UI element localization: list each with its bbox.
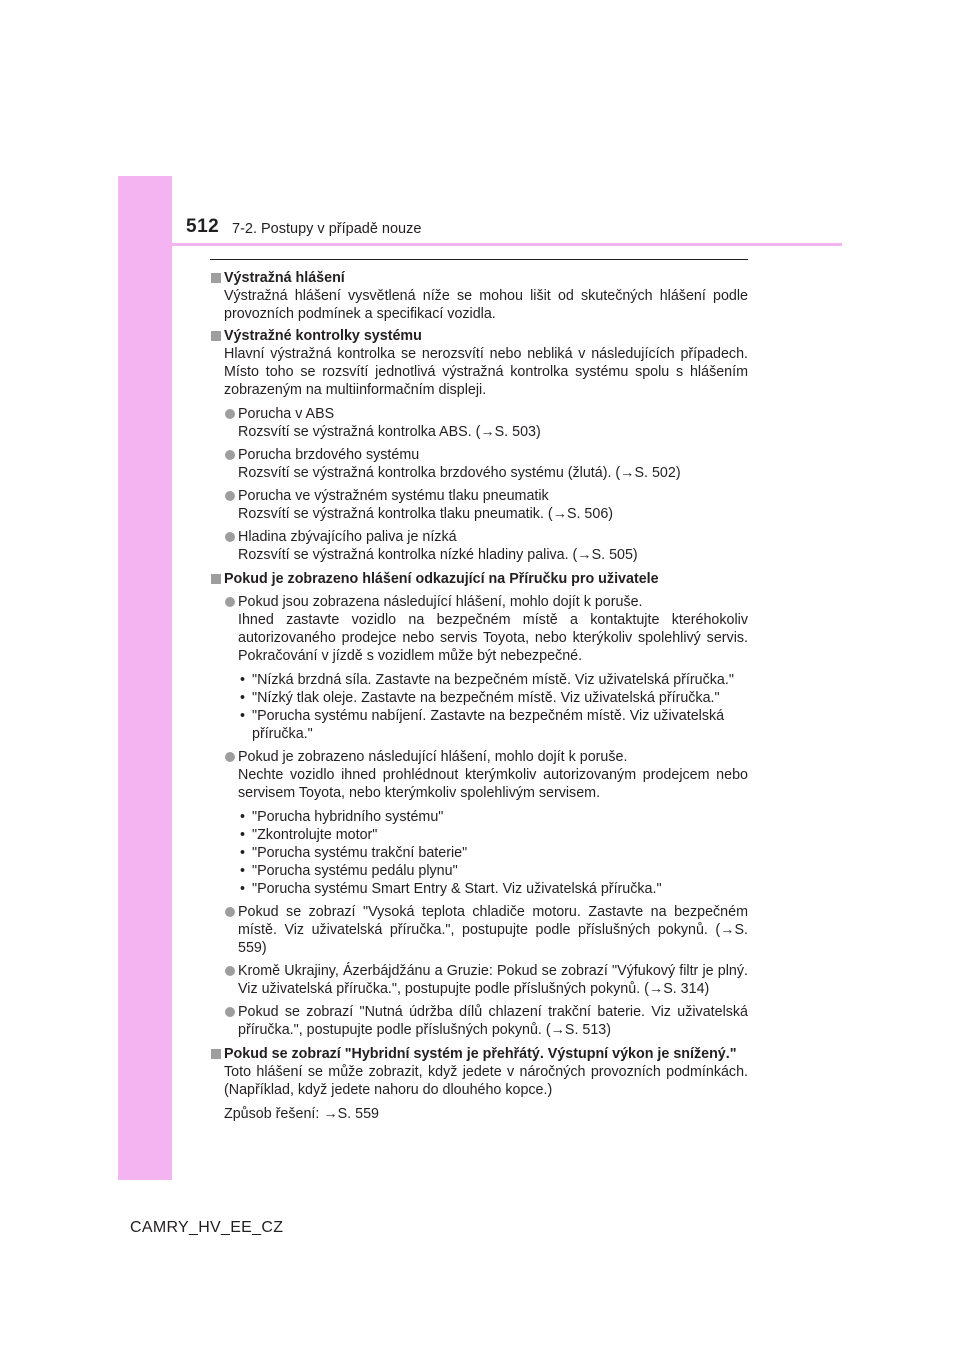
paragraph-warning-messages: Výstražná hlášení vysvětlená níže se mohou lišit od skutečných hlášení podle provozních podmínek a specifikací vozidla. xyxy=(224,288,748,322)
message-item: • "Porucha systému trakční baterie" xyxy=(210,844,748,862)
list-item xyxy=(210,748,748,802)
message-item: • "Porucha hybridního systému" xyxy=(210,808,748,826)
list-item-text: Rozsvítí se výstražná kontrolka ABS. (→S. 503) xyxy=(238,424,541,440)
message-item: • "Porucha systému pedálu plynu" xyxy=(210,862,748,880)
list-item-label: Pokud jsou zobrazena následující hlášení, mohlo dojít k poruše. xyxy=(238,594,643,610)
list-item-label: Porucha v ABS xyxy=(238,406,335,422)
list-item: Pokud se zobrazí "Nutná údržba dílů chlazení trakční baterie. Viz uživatelská příručka.", postupujte podle příslušných pokynů. (→S. 513) xyxy=(210,1003,748,1039)
list-item-text: Rozsvítí se výstražná kontrolka nízké hladiny paliva. (→S. 505) xyxy=(238,547,638,563)
header-divider xyxy=(172,243,842,246)
content-top-rule xyxy=(210,259,748,260)
message-list xyxy=(210,808,748,898)
list-item-text: Ihned zastavte vozidlo na bezpečném místě a kontaktujte kteréhokoliv autorizovaného prodejce nebo servis Toyota, nebo kterýkoliv spolehlivý servis. Pokračování v jízdě s vozidlem může být nebezpečné. xyxy=(238,612,748,664)
heading-warning-messages: Výstražná hlášení xyxy=(210,269,748,287)
page-number: 512 xyxy=(186,216,220,237)
list-item xyxy=(210,593,748,665)
solution-reference: Způsob řešení: →S. 559 xyxy=(224,1106,379,1122)
list-item-text: Rozsvítí se výstražná kontrolka brzdového systému (žlutá). (→S. 502) xyxy=(238,465,681,481)
list-item xyxy=(210,405,748,441)
message-item: • "Nízký tlak oleje. Zastavte na bezpečném místě. Viz uživatelská příručka." xyxy=(210,689,748,707)
paragraph-hybrid-overheat: Toto hlášení se může zobrazit, když jedete v náročných provozních podmínkách. (Například, když jedete nahoru do dlouhého kopce.) xyxy=(224,1064,748,1098)
heading-hybrid-overheat: Pokud se zobrazí "Hybridní systém je přehřátý. Výstupní výkon je snížený." xyxy=(210,1045,748,1063)
page-content xyxy=(210,265,748,1123)
list-item-text: Rozsvítí se výstražná kontrolka tlaku pneumatik. (→S. 506) xyxy=(238,506,614,522)
list-item-label: Hladina zbývajícího paliva je nízká xyxy=(238,529,457,545)
list-item: Kromě Ukrajiny, Ázerbájdžánu a Gruzie: Pokud se zobrazí "Výfukový filtr je plný. Viz uživatelská příručka.", postupujte podle příslušných pokynů. (→S. 314) xyxy=(210,962,748,998)
list-item-text: Nechte vozidlo ihned prohlédnout kterýmkoliv autorizovaným prodejcem nebo servisem Toyota, nebo kterýmkoliv spolehlivým servisem. xyxy=(238,767,748,801)
list-item xyxy=(210,487,748,523)
message-list xyxy=(210,671,748,743)
document-code: CAMRY_HV_EE_CZ xyxy=(130,1219,284,1236)
list-item xyxy=(210,528,748,564)
chapter-sidebar-band xyxy=(118,176,172,1180)
section-title: 7-2. Postupy v případě nouze xyxy=(232,221,422,237)
heading-system-warning-lights: Výstražné kontrolky systému xyxy=(210,327,748,345)
list-item-label: Porucha ve výstražném systému tlaku pneumatik xyxy=(238,488,549,504)
paragraph-system-warning-lights: Hlavní výstražná kontrolka se nerozsvítí nebo nebliká v následujících případech. Místo toho se rozsvítí jednotlivá výstražná kontrolka systému spolu s hlášením zobrazeným na multiinformačním displeji. xyxy=(224,346,748,398)
list-item: Pokud se zobrazí "Vysoká teplota chladiče motoru. Zastavte na bezpečném místě. Viz uživatelská příručka.", postupujte podle příslušných pokynů. (→S. 559) xyxy=(210,903,748,957)
message-item: • "Zkontrolujte motor" xyxy=(210,826,748,844)
message-item: • "Porucha systému nabíjení. Zastavte na bezpečném místě. Viz uživatelská příručka." xyxy=(210,707,748,743)
message-item: • "Nízká brzdná síla. Zastavte na bezpečném místě. Viz uživatelská příručka." xyxy=(210,671,748,689)
list-item xyxy=(210,446,748,482)
heading-owners-manual-messages: Pokud je zobrazeno hlášení odkazující na Příručku pro uživatele xyxy=(210,570,748,588)
list-item-label: Porucha brzdového systému xyxy=(238,447,420,463)
message-item: • "Porucha systému Smart Entry & Start. Viz uživatelská příručka." xyxy=(210,880,748,898)
list-item-label: Pokud je zobrazeno následující hlášení, mohlo dojít k poruše. xyxy=(238,749,628,765)
